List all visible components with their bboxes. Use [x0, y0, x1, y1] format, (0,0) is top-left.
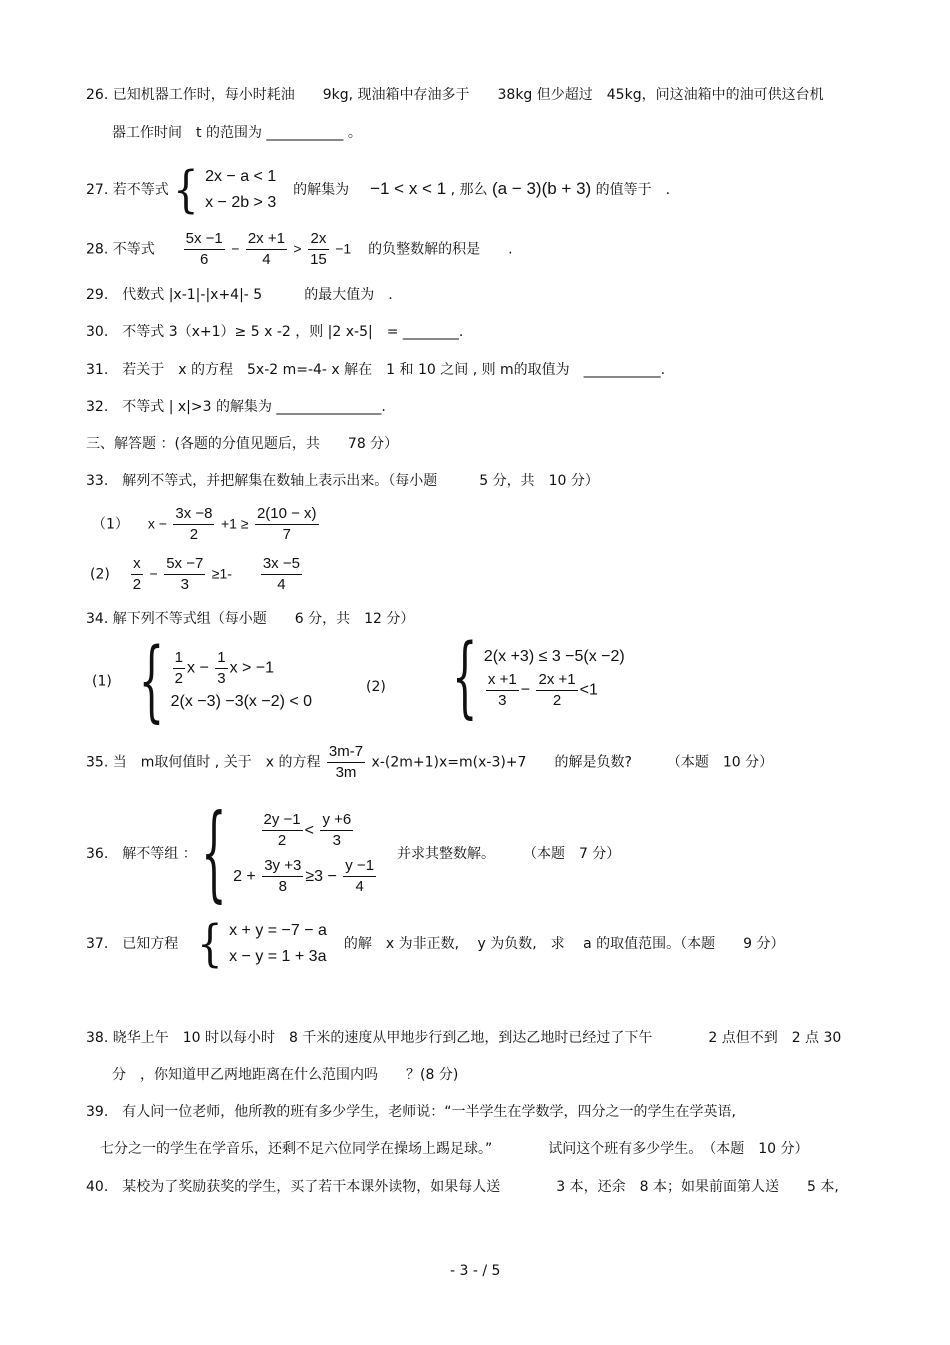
left-brace-icon: {: [173, 161, 199, 219]
q37-eq2: x − y = 1 + 3a: [229, 948, 327, 965]
q36-frac3: $\frac{3y +3}{8}$: [264, 857, 302, 896]
q28-gt: >: [293, 240, 302, 257]
q37-eq1: x + y = −7 − a: [229, 922, 327, 939]
q34-p2-eq2: $\frac{x +1}{3}$ − $\frac{2x +1}{2}$ <1: [487, 671, 598, 709]
q38-line1: 38. 晓华上午 10 时以每小时 8 千米的速度从甲地步行到乙地，到达乙地时已经过了下午 2 点但不到 2 点 30: [86, 1030, 842, 1046]
q26-line2: 器工作时间 t 的范围为 ___________ 。: [112, 125, 362, 141]
q27-mid: 的解集为: [293, 182, 350, 198]
q33-p1-frac2: $\frac{2(10 - x)}{7}$: [256, 505, 317, 543]
left-brace-icon: {: [201, 794, 227, 914]
q34-heading: 34. 解下列不等式组（每小题 6 分，共 12 分）: [86, 611, 415, 627]
section-3-heading: 三、解答题 ：(各题的分值见题后，共 78 分）: [86, 436, 399, 452]
q31: 31. 若关于 x 的方程 5x-2 m=-4- x 解在 1 和 10 之间 , 则 m的取值为 ___________.: [86, 362, 666, 378]
q37-system: [229, 918, 327, 970]
q28-frac1: $\frac{5x -1}{6}$: [185, 230, 223, 268]
q28-tail: −1: [335, 240, 352, 257]
q35-frac: $\frac{3m-7}{3m}$: [328, 743, 364, 781]
q36-frac1: $\frac{2y -1}{2}$: [263, 811, 301, 850]
left-brace-icon: {: [452, 626, 478, 729]
q33-p2-frac3: $\frac{3x -5}{4}$: [262, 555, 300, 593]
q34-p2-frac1: $\frac{x +1}{3}$: [487, 671, 517, 709]
q33-p1-mid: +1 ≥: [220, 515, 249, 532]
q27-solution: −1 < x < 1: [370, 179, 447, 198]
q28: [86, 229, 513, 270]
q34-part2: [452, 626, 625, 730]
q28-suffix: 的负整数解的积是 .: [368, 241, 513, 258]
q34-p2-eq1: 2(x +3) ≤ 3 −5(x −2): [483, 648, 625, 665]
q29: 29. 代数式 |x-1|-|x+4|- 5 的最大值为 .: [86, 287, 393, 303]
q34-p1-eq2: 2(x −3) −3(x −2) < 0: [170, 693, 313, 710]
q28-minus: −: [231, 240, 240, 257]
q33-heading: 33. 解列不等式，并把解集在数轴上表示出来。（每小题 5 分，共 10 分）: [86, 473, 599, 489]
q33-p1-frac1: $\frac{3x -8}{2}$: [175, 505, 213, 543]
q40: 40. 某校为了奖励获奖的学生，买了若干本课外读物，如果每人送 3 本，还余 8 本；如果前面第人送 5 本,: [86, 1179, 839, 1195]
q36-prefix: 36. 解不等组 ：: [86, 846, 197, 862]
q33-part2: [90, 554, 304, 595]
q39-line1: 39. 有人问一位老师，他所教的班有多少学生，老师说：“一半学生在学数学，四分之一的学生在学英语,: [86, 1104, 736, 1120]
q36-frac4: $\frac{y -1}{4}$: [345, 857, 375, 896]
q34-p2-frac2: $\frac{2x +1}{2}$: [538, 671, 576, 709]
q36-frac2: $\frac{y +6}{3}$: [322, 811, 352, 850]
q34-p1-label: (1): [92, 673, 112, 690]
q33-part1: [92, 504, 321, 545]
q32: 32. 不等式 | x|>3 的解集为 _______________.: [86, 399, 386, 415]
q34-p1-eq1: $\frac{1}{2}$ x − $\frac{1}{3}$ x > −1: [174, 649, 275, 687]
q37-prefix: 37. 已知方程: [86, 936, 179, 952]
left-brace-icon: {: [197, 915, 223, 973]
q33-p2-label: (2): [90, 566, 110, 583]
q37-suffix: 的解 x 为非正数, y 为负数, 求 a 的取值范围。（本题 9 分）: [343, 936, 785, 952]
q33-p2-frac1: $\frac{x}{2}$: [132, 555, 142, 593]
q30: 30. 不等式 3（x+1）≥ 5 x -2 ，则 |2 x-5| = ________.: [86, 324, 464, 340]
q33-p1-x: x −: [147, 515, 167, 532]
q34-part1: [92, 630, 313, 733]
q36-suffix: 并求其整数解。 （本题 7 分）: [396, 846, 621, 862]
q36: [86, 794, 621, 914]
q37: [86, 915, 785, 973]
q34-p2-label: (2): [366, 679, 386, 695]
q26-line1: 26. 已知机器工作时，每小时耗油 9kg, 现油箱中存油多于 38kg 但少超过 45kg，问这油箱中的油可供这台机: [86, 87, 824, 103]
q33-p2-frac2: $\frac{5x -7}{3}$: [166, 555, 204, 593]
q34-p2-system: [484, 644, 625, 711]
q35: [86, 742, 773, 783]
q28-prefix: 28. 不等式: [86, 241, 155, 258]
q33-p2-mid: ≥1-: [211, 565, 232, 582]
q33-p1-label: （1）: [92, 516, 129, 533]
q39-line2: 七分之一的学生在学音乐，还剩不足六位同学在操场上踢足球。” 试问这个班有多少学生。 （本题 10 分）: [100, 1141, 809, 1157]
q28-frac2: $\frac{2x +1}{4}$: [247, 230, 285, 268]
q27-expression: (a − 3)(b + 3): [491, 179, 592, 198]
q35-prefix: 35. 当 m取何值时 , 关于 x 的方程: [86, 754, 321, 771]
left-brace-icon: {: [138, 630, 165, 733]
q28-frac3: $\frac{2x}{15}$: [310, 230, 327, 268]
q27-eq2: x − 2b > 3: [205, 194, 277, 211]
q38-line2: 分 ，你知道甲乙两地距离在什么范围内吗 ？(8 分): [112, 1067, 459, 1083]
q27: [86, 161, 671, 219]
q36-eq2: 2 + $\frac{3y +3}{8}$ ≥3 − $\frac{y -1}{4}$: [233, 857, 375, 896]
q27-suffix: 的值等于 .: [595, 182, 671, 198]
q27-eq1: 2x − a < 1: [205, 168, 277, 185]
q36-system: [233, 808, 378, 900]
q27-mid2: , 那么: [450, 182, 488, 198]
q36-eq1: $\frac{2y -1}{2}$ < $\frac{y +6}{3}$: [263, 811, 352, 850]
q34-p1-system: [171, 648, 312, 715]
q35-suffix: x-(2m+1)x=m(x-3)+7 的解是负数? （本题 10 分）: [371, 754, 774, 771]
q27-system: [205, 164, 276, 216]
q34-part2-label: [366, 648, 386, 728]
page-number: - 3 - / 5: [450, 1263, 501, 1279]
q34-p1-frac2: $\frac{1}{3}$: [217, 649, 226, 687]
q27-prefix: 27. 若不等式: [86, 182, 169, 198]
q34-p1-frac1: $\frac{1}{2}$: [174, 649, 183, 687]
q33-p2-minus: −: [149, 565, 158, 582]
